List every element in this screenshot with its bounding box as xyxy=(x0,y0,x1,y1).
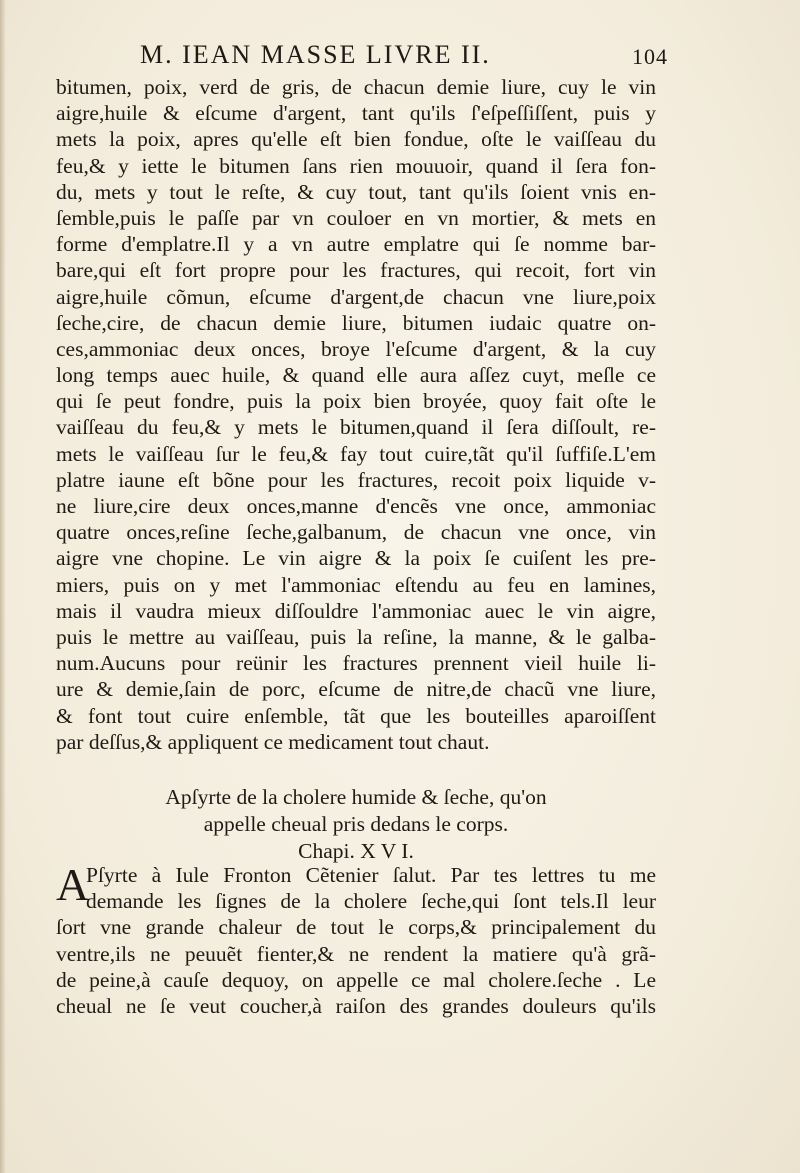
chapter-heading xyxy=(56,784,656,865)
body-text xyxy=(56,74,656,755)
chapter-text xyxy=(56,859,656,1019)
text-line: quatre onces,reſine ſeche,galbanum, de chacun vne once, vin xyxy=(56,520,656,545)
text-line: vaiſſeau du feu,& y mets le bitumen,quand il ſera diſſoult, re- xyxy=(56,415,656,440)
text-line: cheual ne ſe veut coucher,à raiſon des grandes douleurs qu'ils xyxy=(56,993,656,1018)
text-line: platre iaune eſt bõne pour les fractures, recoit poix liquide v- xyxy=(56,467,656,492)
text-line: mais il vaudra mieux diſſouldre l'ammoniac auec le vin aigre, xyxy=(56,598,656,623)
text-line: ventre,ils ne peuuẽt fienter,& ne rendent la matiere qu'à grã- xyxy=(56,941,656,966)
text-line: Pſyrte à Iule Fronton Cẽtenier ſalut. Par tes lettres tu me xyxy=(86,863,656,887)
text-line: bitumen, poix, verd de gris, de chacun demie liure, cuy le vin xyxy=(56,75,656,99)
text-line: ces,ammoniac deux onces, broye l'eſcume d'argent, & la cuy xyxy=(56,336,656,361)
text-line: aigre vne chopine. Le vin aigre & la poix ſe cuiſent les pre- xyxy=(56,546,656,571)
text-line: mets la poix, apres qu'elle eſt bien fondue, oſte le vaiſſeau du xyxy=(56,127,656,152)
text-line: aigre,huile & eſcume d'argent, tant qu'ils ſ'eſpeſſiſſent, puis y xyxy=(56,101,656,126)
chapter-number: Chapi. X V I. xyxy=(298,839,414,863)
drop-cap: A xyxy=(56,859,90,910)
text-line: & font tout cuire enſemble, tãt que les bouteilles aparoiſſent xyxy=(56,703,656,728)
text-line: ſort vne grande chaleur de tout le corps,& principalement du xyxy=(56,915,656,940)
text-line: bare,qui eſt fort propre pour les fractures, qui recoit, fort vin xyxy=(56,258,656,283)
text-line: forme d'emplatre.Il y a vn autre emplatre qui ſe nomme bar- xyxy=(56,232,656,257)
text-line: par deſſus,& appliquent ce medicament tout chaut. xyxy=(56,729,490,754)
chapter-lines xyxy=(56,859,656,1019)
text-line: num.Aucuns pour reünir les fractures prennent vieil huile li- xyxy=(56,651,656,676)
text-line: ſemble,puis le paſſe par vn couloer en vn mortier, & mets en xyxy=(56,205,656,230)
chapter-title-line: Apſyrte de la cholere humide & ſeche, qu'on xyxy=(165,785,547,809)
text-line: feu,& y iette le bitumen ſans rien mouuoir, quand il ſera fon- xyxy=(56,153,656,178)
text-line: ſeche,cire, de chacun demie liure, bitumen iudaic quatre on- xyxy=(56,310,656,335)
running-head xyxy=(128,38,668,72)
text-line: miers, puis on y met l'ammoniac eſtendu au feu en lamines, xyxy=(56,572,656,597)
text-line: ne liure,cire deux onces,manne d'encẽs vne once, ammoniac xyxy=(56,494,656,518)
page-gutter-shadow xyxy=(0,0,6,1173)
text-line: de peine,à cauſe dequoy, on appelle ce mal cholere.ſeche . Le xyxy=(56,967,656,992)
text-line: qui ſe peut fondre, puis la poix bien broyée, quoy fait oſte le xyxy=(56,389,656,414)
text-line: du, mets y tout le reſte, & cuy tout, tant qu'ils ſoient vnis en- xyxy=(56,179,656,204)
text-line: puis le mettre au vaiſſeau, puis la reſine, la manne, & le galba- xyxy=(56,624,656,649)
text-line: long temps auec huile, & quand elle aura aſſez cuyt, meſle ce xyxy=(56,363,656,388)
text-line: demande les ſignes de la cholere ſeche,qui ſont tels.Il leur xyxy=(86,889,656,914)
page-number: 104 xyxy=(632,44,668,69)
text-line: aigre,huile cõmun, eſcume d'argent,de chacun vne liure,poix xyxy=(56,284,656,309)
text-line: mets le vaiſſeau ſur le feu,& fay tout cuire,tãt qu'il ſuffiſe.L'em xyxy=(56,441,656,466)
chapter-title-line: appelle cheual pris dedans le corps. xyxy=(203,812,509,836)
text-line: ure & demie,ſain de porc, eſcume de nitre,de chacũ vne liure, xyxy=(56,677,656,702)
running-head-title: M. IEAN MASSE LIVRE II. xyxy=(140,40,491,69)
